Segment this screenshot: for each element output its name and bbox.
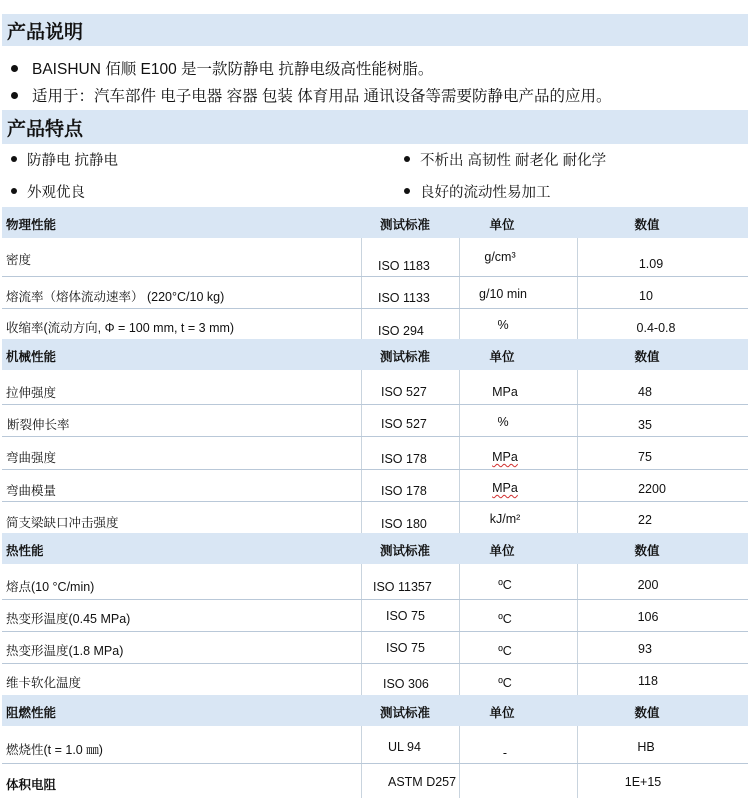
cell-property: 熔流率（熔体流动速率） (220°C/10 kg) bbox=[6, 290, 225, 304]
cell-property: 维卡软化温度 bbox=[6, 676, 82, 690]
cell-standard: ISO 294 bbox=[378, 324, 424, 338]
cell-property: 熔点(10 °C/min) bbox=[6, 580, 95, 594]
cell-unit: g/10 min bbox=[479, 287, 527, 301]
cell-value: 10 bbox=[639, 289, 653, 303]
feature-item bbox=[11, 180, 85, 202]
header-value: 数值 bbox=[634, 350, 660, 364]
cell-value: 0.4-0.8 bbox=[636, 321, 676, 335]
cell-property: 密度 bbox=[6, 253, 32, 267]
cell-property: 弯曲强度 bbox=[6, 451, 57, 465]
header-property: 热性能 bbox=[6, 544, 44, 558]
intro-line-text: 适用于：汽车部件 电子电器 容器 包装 体育用品 通讯设备等需要防静电产品的应用。 bbox=[32, 88, 612, 105]
table-header-thermal bbox=[2, 533, 748, 564]
bullet-icon bbox=[404, 156, 410, 162]
header-standard: 测试标准 bbox=[379, 544, 431, 558]
header-unit: 单位 bbox=[489, 706, 515, 720]
header-standard: 测试标准 bbox=[379, 350, 431, 364]
cell-unit: ºC bbox=[498, 578, 512, 592]
bullet-icon bbox=[11, 92, 18, 99]
cell-property: 简支梁缺口冲击强度 bbox=[6, 516, 119, 530]
bullet-icon bbox=[11, 156, 17, 162]
cell-property: 收缩率(流动方向, Φ = 100 mm, t = 3 mm) bbox=[6, 321, 235, 335]
cell-standard: ISO 1183 bbox=[378, 259, 430, 273]
header-property: 机械性能 bbox=[6, 350, 57, 364]
cell-standard: ISO 178 bbox=[381, 452, 427, 466]
cell-standard: ASTM D257 bbox=[388, 775, 457, 789]
header-value: 数值 bbox=[634, 218, 660, 232]
cell-value: 22 bbox=[638, 513, 652, 527]
cell-standard: ISO 306 bbox=[383, 677, 429, 691]
feature-text: 良好的流动性易加工 bbox=[420, 184, 551, 201]
cell-value: 118 bbox=[638, 674, 658, 688]
intro-line-text: BAISHUN 佰顺 E100 是一款防静电 抗静电级高性能树脂。 bbox=[32, 61, 434, 78]
intro-line-1 bbox=[11, 57, 433, 79]
cell-standard: ISO 1133 bbox=[378, 291, 430, 305]
cell-property: 热变形温度(1.8 MPa) bbox=[6, 644, 124, 658]
cell-standard: UL 94 bbox=[388, 740, 421, 754]
cell-unit: g/cm³ bbox=[484, 250, 516, 264]
feature-text: 外观优良 bbox=[27, 184, 85, 201]
cell-value: HB bbox=[637, 740, 655, 754]
cell-value: 93 bbox=[638, 642, 652, 656]
cell-property: 燃烧性(t = 1.0 ㎜) bbox=[6, 743, 103, 757]
header-value: 数值 bbox=[634, 544, 660, 558]
feature-item bbox=[404, 148, 606, 170]
header-property: 物理性能 bbox=[6, 218, 57, 232]
cell-value: 75 bbox=[638, 450, 652, 464]
cell-unit: % bbox=[497, 318, 509, 332]
cell-value: 35 bbox=[638, 418, 652, 432]
bullet-icon bbox=[11, 188, 17, 194]
cell-value: 1.09 bbox=[638, 257, 664, 271]
table-header-physical bbox=[2, 207, 748, 238]
bullet-icon bbox=[404, 188, 410, 194]
cell-standard: ISO 178 bbox=[381, 484, 427, 498]
header-unit: 单位 bbox=[489, 218, 515, 232]
cell-unit: MPa bbox=[492, 385, 518, 399]
header-unit: 单位 bbox=[489, 544, 515, 558]
cell-unit: MPa bbox=[492, 450, 518, 464]
features-title: 产品特点 bbox=[2, 110, 748, 144]
header-standard: 测试标准 bbox=[379, 706, 431, 720]
feature-text: 不析出 高韧性 耐老化 耐化学 bbox=[420, 152, 607, 169]
cell-standard: ISO 11357 bbox=[373, 580, 432, 594]
cell-unit: ºC bbox=[498, 612, 512, 626]
cell-unit: MPa bbox=[492, 481, 518, 495]
cell-standard: ISO 527 bbox=[381, 385, 427, 399]
cell-property: 体积电阻 bbox=[6, 778, 57, 792]
cell-value: 106 bbox=[637, 610, 659, 624]
cell-unit: % bbox=[497, 415, 509, 429]
bullet-icon bbox=[11, 65, 18, 72]
cell-property: 弯曲模量 bbox=[6, 484, 57, 498]
cell-standard: ISO 180 bbox=[381, 517, 427, 531]
cell-property: 断裂伸长率 bbox=[7, 418, 70, 432]
cell-value: 200 bbox=[637, 578, 659, 592]
cell-value: 48 bbox=[638, 385, 652, 399]
cell-standard: ISO 75 bbox=[386, 609, 425, 623]
intro-title: 产品说明 bbox=[2, 14, 748, 46]
feature-item bbox=[11, 148, 118, 170]
cell-unit: ºC bbox=[498, 644, 512, 658]
cell-unit: kJ/m² bbox=[489, 512, 521, 526]
cell-unit: - bbox=[502, 746, 508, 760]
header-unit: 单位 bbox=[489, 350, 515, 364]
feature-text: 防静电 抗静电 bbox=[27, 152, 119, 169]
table-header-mechanical bbox=[2, 339, 748, 370]
cell-property: 热变形温度(0.45 MPa) bbox=[6, 612, 131, 626]
header-property: 阻燃性能 bbox=[6, 706, 57, 720]
cell-unit: ºC bbox=[498, 676, 512, 690]
header-value: 数值 bbox=[634, 706, 660, 720]
cell-value: 2200 bbox=[638, 482, 666, 496]
table-header-flame bbox=[2, 695, 748, 726]
cell-value: 1E+15 bbox=[624, 775, 662, 789]
feature-item bbox=[404, 180, 551, 202]
cell-standard: ISO 527 bbox=[381, 417, 427, 431]
intro-line-2 bbox=[11, 84, 612, 106]
header-standard: 测试标准 bbox=[379, 218, 431, 232]
cell-standard: ISO 75 bbox=[386, 641, 425, 655]
cell-property: 拉伸强度 bbox=[6, 386, 57, 400]
